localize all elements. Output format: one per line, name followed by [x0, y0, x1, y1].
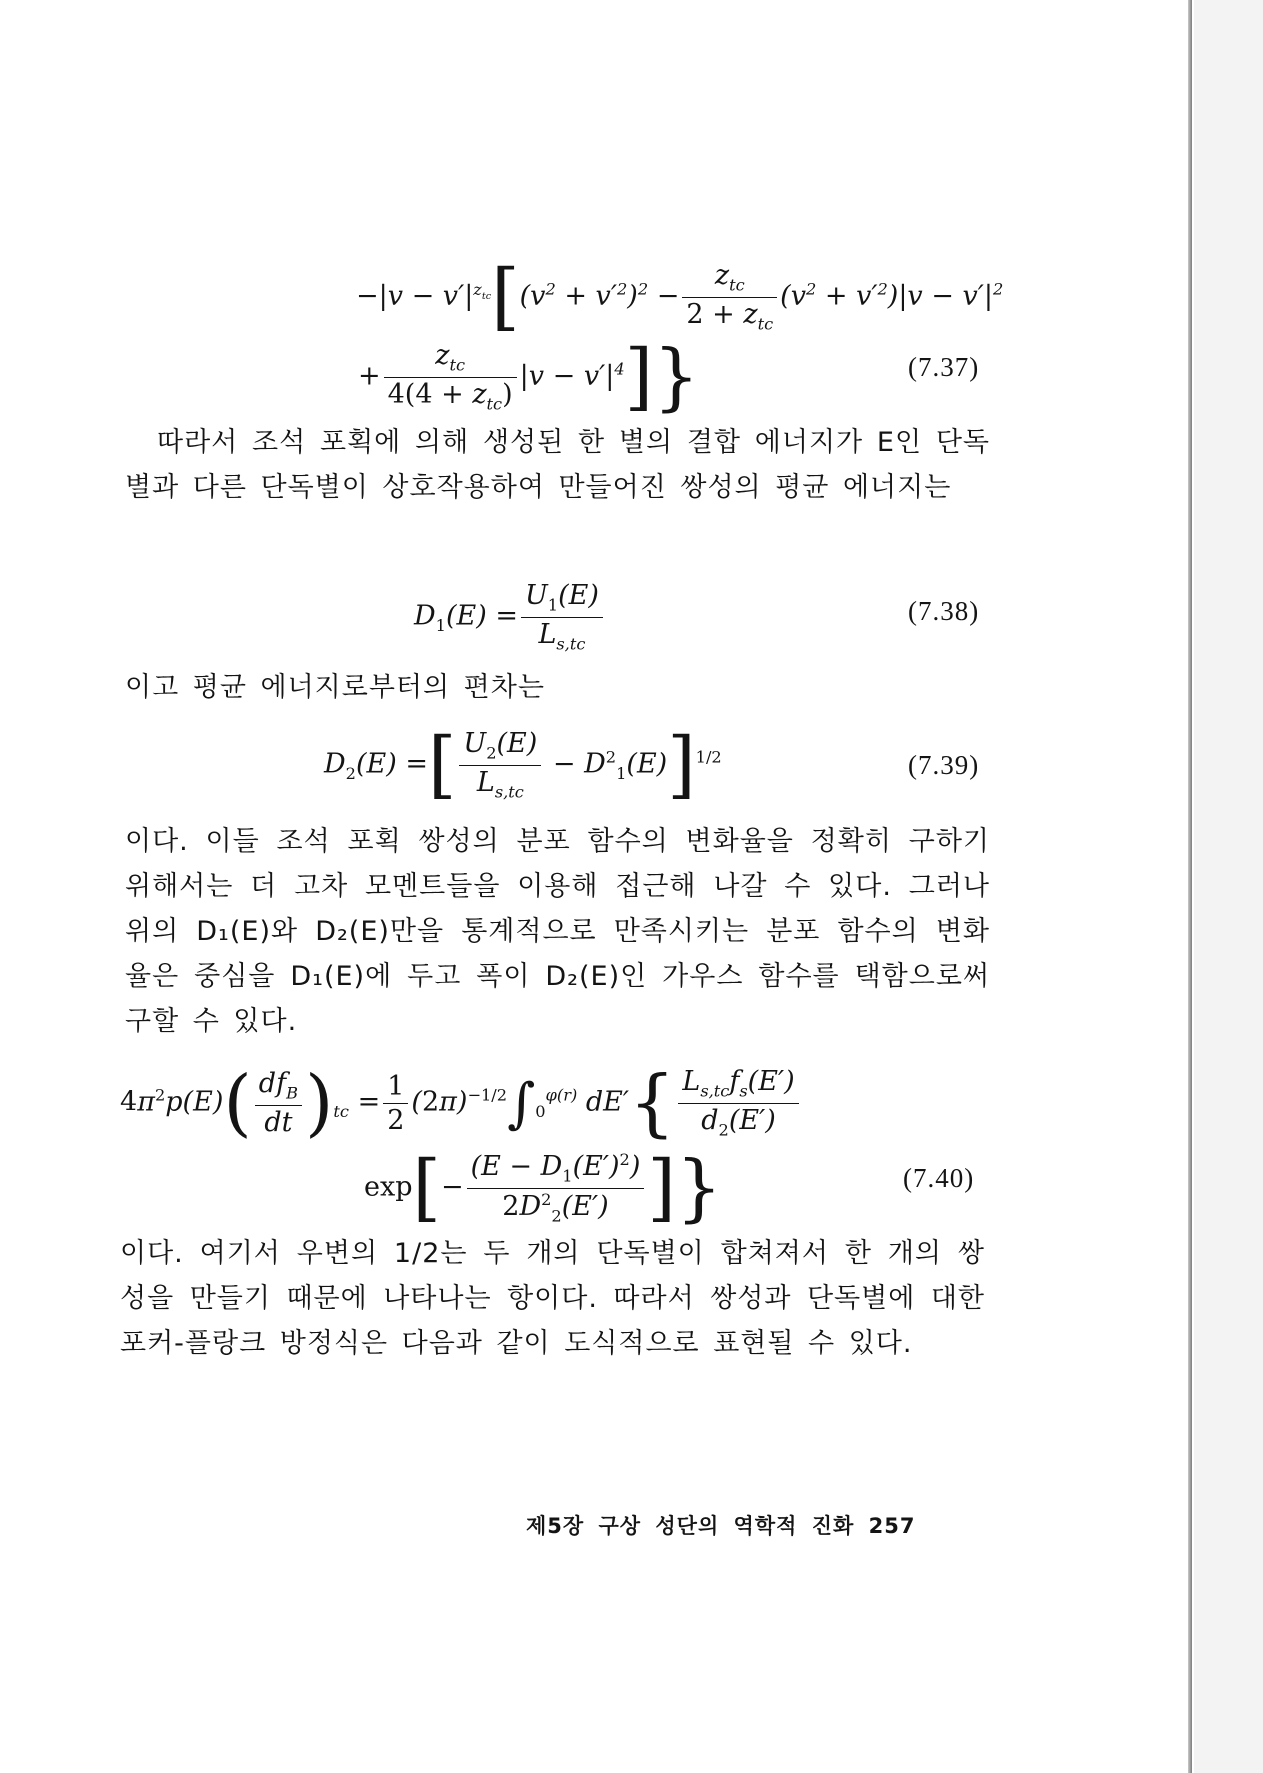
paragraph-4: 이다. 여기서 우변의 1/2는 두 개의 단독별이 합쳐져서 한 개의 쌍성을 만들기 때문에 나타나는 항이다. 따라서 쌍성과 단독별에 대한 포커-플랑크 방정식은 다음과 같이 도식적으로 표현될 수 있다. [120, 1238, 985, 1359]
equation-number-7-38: (7.38) [908, 596, 980, 626]
equation-7-37-line-2: + $\frac{z_{tc}}{4(4 + z_{tc})}$ $|v - v'|^4$]} [358, 334, 700, 420]
equation-number-7-37: (7.37) [908, 352, 980, 382]
equation-7-38: $D_1(E)$ = $\frac{U_1(E)}{L_{s,tc}}$ [414, 582, 606, 652]
running-footer [526, 1510, 915, 1540]
equation-7-40-line-1: $4\pi^2p(E)$( $\frac{df_B}{dt}$ )$_{tc}$ = $\frac{1}{2}$ $(2\pi)^{-1/2}\int_0^{\varphi(r)}$ dE′{ $\frac{L_{s,tc}f_s(E')}{d_2(E')}$ [120, 1068, 802, 1138]
footer-title: 구상 성단의 역학적 진화 [598, 1514, 855, 1538]
paragraph-3: 이다. 이들 조석 포획 쌍성의 분포 함수의 변화율을 정확히 구하기 위해서는 더 고차 모멘트들을 이용해 접근해 나갈 수 있다. 그러나 위의 D₁(E)와 D₂(E)만을 통계적으로 만족시키는 분포 함수의 변화율은 중심을 D₁(E)에 두고 폭이 D₂(E)인 가우스 함수를 택함으로써 구할 수 있다. [125, 826, 990, 1037]
equation-7-37-line-1: $-|v - v'|^{z_{tc}}[(v^2 + v'^2)^2$ − $\frac{z_{tc}}{2 + z_{tc}}$ $(v^2 + v'^2)|v - v'|^2$ [356, 254, 1004, 340]
page-edge [1188, 0, 1192, 1773]
equation-7-39: $D_2(E)$ =[ $\frac{U_2(E)}{L_{s,tc}}$ − $D^2_1(E)]^{1/2}$ [324, 722, 722, 808]
equation-7-40-line-2: exp[− $\frac{(E - D_1(E')^2)}{2D^2_2(E')}$ ]} [364, 1145, 723, 1231]
paragraph-2: 이고 평균 에너지로부터의 편차는 [125, 672, 545, 703]
footer-page-number: 257 [868, 1514, 916, 1538]
equation-number-7-40: (7.40) [903, 1163, 975, 1193]
equation-number-7-39: (7.39) [908, 750, 980, 780]
paragraph-1: 따라서 조석 포획에 의해 생성된 한 별의 결합 에너지가 E인 단독별과 다른 단독별이 상호작용하여 만들어진 쌍성의 평균 에너지는 [125, 427, 990, 503]
footer-chapter: 제5장 [526, 1514, 585, 1538]
page-margin-background [1194, 0, 1263, 1773]
